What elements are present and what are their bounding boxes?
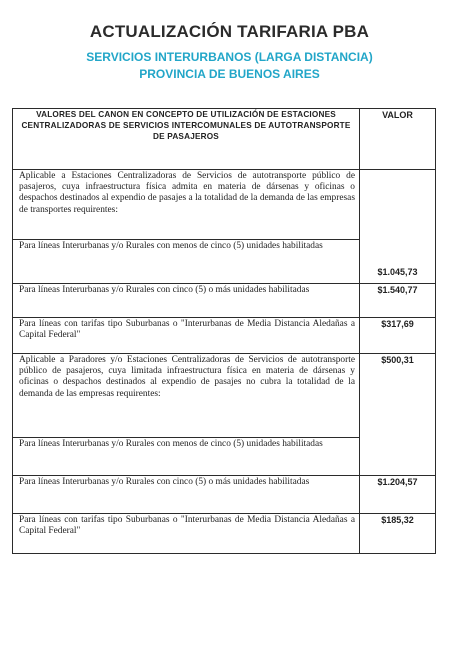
tariff-table	[12, 108, 436, 554]
section-b-intro: Aplicable a Paradores y/o Estaciones Centralizadoras de Servicios de autotransporte público de pasajeros, cuya limitada infraestructura física en materia de dársenas y oficinas o despachos destinados al expendio de pasajes no cubra la totalidad de la demanda de las empresas requirentes:	[13, 354, 360, 438]
value-column-header: VALOR	[360, 109, 436, 170]
value-cell: $1.540,77	[360, 284, 436, 318]
value-cell: $185,32	[360, 514, 436, 554]
table-row	[13, 318, 436, 354]
table-row	[13, 170, 436, 240]
description-column-header: VALORES DEL CANON EN CONCEPTO DE UTILIZACIÓN DE ESTACIONES CENTRALIZADORAS DE SERVICIOS INTERCOMUNALES DE AUTOTRANSPORTE DE PASAJEROS	[13, 109, 360, 170]
section-a-intro: Aplicable a Estaciones Centralizadoras de Servicios de autotransporte público de pasajeros, cuya infraestructura física admita en materia de dársenas y oficinas o despachos destinados al expendio de pasajes a la totalidad de la demanda de las empresas de transportes requirentes:	[13, 170, 360, 240]
value-cell: $1.204,57	[360, 476, 436, 514]
table-row	[13, 476, 436, 514]
page-title: ACTUALIZACIÓN TARIFARIA PBA	[89, 22, 370, 41]
value-cell: $1.045,73	[360, 170, 436, 284]
table-header-row	[13, 109, 436, 170]
row-description: Para líneas Interurbanas y/o Rurales con menos de cinco (5) unidades habilitadas	[13, 438, 360, 476]
row-description: Para líneas Interurbanas y/o Rurales con cinco (5) o más unidades habilitadas	[13, 476, 360, 514]
table-row	[13, 284, 436, 318]
table-row	[13, 354, 436, 438]
row-description: Para líneas Interurbanas y/o Rurales con menos de cinco (5) unidades habilitadas	[13, 240, 360, 284]
value-cell: $500,31	[360, 354, 436, 476]
row-description: Para líneas con tarifas tipo Suburbanas o "Interurbanas de Media Distancia Aledañas a Capital Federal"	[13, 514, 360, 554]
page-subtitle-province: PROVINCIA DE BUENOS AIRES	[139, 67, 320, 81]
row-description: Para líneas con tarifas tipo Suburbanas o "Interurbanas de Media Distancia Aledañas a Capital Federal"	[13, 318, 360, 354]
value-cell: $317,69	[360, 318, 436, 354]
page-subtitle-service: SERVICIOS INTERURBANOS (LARGA DISTANCIA)	[86, 50, 373, 64]
row-description: Para líneas Interurbanas y/o Rurales con cinco (5) o más unidades habilitadas	[13, 284, 360, 318]
table-row	[13, 514, 436, 554]
